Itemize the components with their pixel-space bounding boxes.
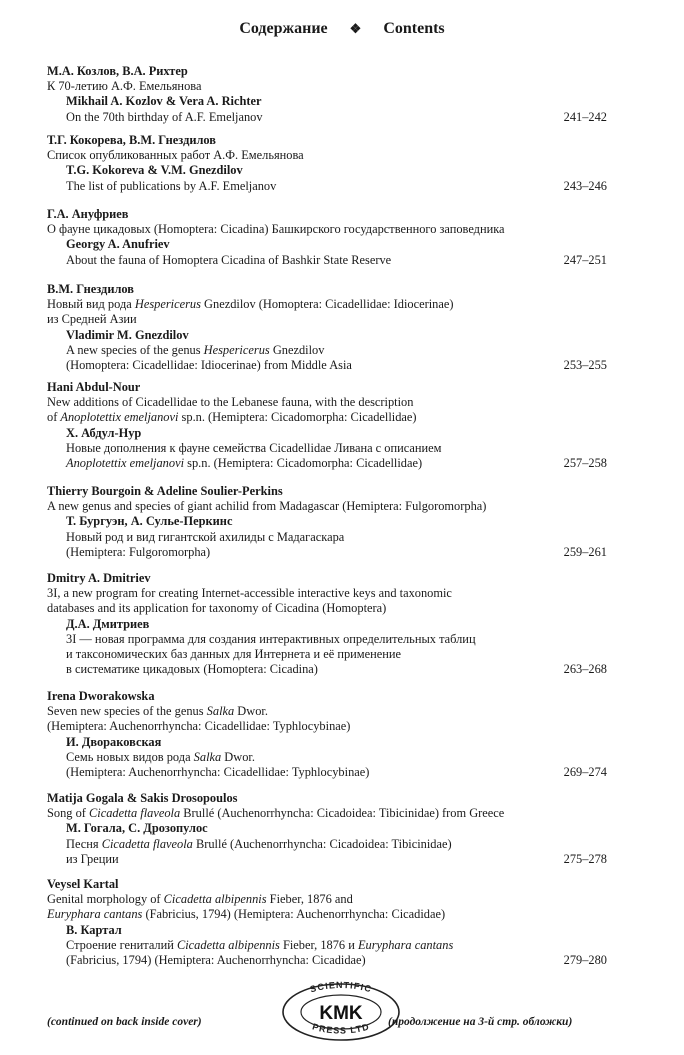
entry-alt-title-line: The list of publications by A.F. Emeljanov (66, 178, 277, 193)
entry-alt-title-line: (Hemiptera: Fulgoromorpha) (66, 544, 211, 559)
entry-alt-title-line: в систематике цикадовых (Homoptera: Cicadina) (66, 662, 318, 677)
svg-text:SCIENTIFIC (309, 980, 373, 994)
entry-alt-title-line: (Hemiptera: Auchenorrhyncha: Cicadellidae: Typhlocybinae) (66, 765, 370, 780)
entry-alt-authors: И. Дворaковская (66, 734, 162, 749)
entry-page-range: 241–242 (563, 109, 607, 124)
entry-title-line: Список опубликованных работ А.Ф. Емельянова (47, 148, 304, 163)
seal-bottom-text: PRESS LTD (311, 1021, 371, 1036)
entry-title-line: из Средней Азии (47, 312, 137, 327)
entry-page-range: 279–280 (563, 953, 607, 968)
toc-entry (47, 484, 607, 560)
entry-alt-title-line: (Homoptera: Cicadellidae: Idiocerinae) from Middle Asia (66, 358, 352, 373)
entry-alt-title-line: Новый род и вид гигантской ахилиды с Мадагаскара (66, 529, 345, 544)
entry-alt-title-line: Песня Cicadetta flaveola Brullé (Auchenorrhyncha: Cicadoidea: Tibicinidae) (66, 836, 452, 851)
entry-authors: Matija Gogala & Sakis Drosopoulos (47, 791, 238, 805)
entry-alt-title-line: On the 70th birthday of A.F. Emeljanov (66, 109, 263, 124)
seal-logo-text: KMK (319, 1003, 363, 1024)
entry-title-line: A new genus and species of giant achilid from Madagascar (Hemiptera: Fulgoromorpha) (47, 499, 487, 514)
entry-alt-authors: Д.А. Дмитриев (66, 616, 150, 631)
entry-authors: Г.А. Ануфриев (47, 207, 129, 221)
entry-page-range: 243–246 (563, 178, 607, 193)
entry-title-line: databases and its application for taxonomy of Cicadina (Homoptera) (47, 601, 387, 616)
entry-page-range: 247–251 (563, 252, 607, 267)
entry-alt-title-line: и таксономических баз данных для Интернета и её применение (66, 647, 402, 662)
toc-entry (47, 64, 607, 125)
entry-page-range: 263–268 (563, 662, 607, 677)
entry-page-range: 257–258 (563, 456, 607, 471)
seal-top-text: SCIENTIFIC (308, 980, 374, 995)
toc-entry (47, 877, 607, 968)
entry-page-range: 259–261 (563, 544, 607, 559)
page-header (0, 20, 684, 38)
entry-authors: Veysel Kartal (47, 877, 119, 891)
entry-page-range: 275–278 (563, 851, 607, 866)
entry-authors: М.А. Козлов, В.А. Рихтер (47, 64, 188, 78)
footer-continued-russian: (продолжение на 3-й стр. обложки) (388, 1016, 573, 1028)
entry-alt-title-line: (Fabricius, 1794) (Hemiptera: Auchenorrhyncha: Cicadidae) (66, 953, 366, 968)
entry-title-line: (Hemiptera: Auchenorrhyncha: Cicadellidae: Typhlocybinae) (47, 719, 351, 734)
entry-authors: Irena Dworakowska (47, 689, 155, 703)
entry-title-line: Новый вид рода Hespericerus Gnezdilov (Homoptera: Cicadellidae: Idiocerinae) (47, 297, 454, 312)
entry-authors: В.М. Гнездилов (47, 282, 134, 296)
entry-title-line: Song of Cicadetta flaveola Brullé (Auchenorrhyncha: Cicadoidea: Tibicinidae) from Greece (47, 806, 505, 821)
entry-alt-authors: Mikhail A. Kozlov & Vera A. Richter (66, 94, 262, 109)
entry-authors: Dmitry A. Dmitriev (47, 571, 151, 585)
toc-entry (47, 133, 607, 194)
entry-title-line: Seven new species of the genus Salka Dwor. (47, 704, 268, 719)
entry-alt-title-line: About the fauna of Homoptera Cicadina of Bashkir State Reserve (66, 252, 392, 267)
entry-title-line: К 70-летию А.Ф. Емельянова (47, 79, 202, 94)
entry-alt-authors: Х. Абдул-Нур (66, 425, 142, 440)
header-separator-icon: ❖ (349, 21, 362, 36)
header-title-english: Contents (383, 20, 445, 37)
footer-continued-english: (continued on back inside cover) (47, 1016, 202, 1028)
entry-alt-authors: В. Картал (66, 922, 122, 937)
entry-alt-title-line: A new species of the genus Hespericerus Gnezdilov (66, 342, 325, 357)
entry-alt-title-line: 3I — новая программа для создания интерактивных определительных таблиц (66, 631, 476, 646)
entry-authors: Т.Г. Кокорева, В.М. Гнездилов (47, 133, 217, 147)
toc-entry (47, 571, 607, 677)
entry-alt-title-line: Строение гениталий Cicadetta albipennis Fieber, 1876 и Euryphara cantans (66, 937, 454, 952)
entry-page-range: 269–274 (563, 765, 607, 780)
entry-authors: Hani Abdul-Nour (47, 380, 141, 394)
toc-entry (47, 380, 607, 471)
entry-alt-title-line: Anoplotettix emeljanovi sp.n. (Hemiptera: Cicadomorpha: Cicadellidae) (66, 456, 423, 471)
toc-entry (47, 207, 607, 268)
entry-authors: Thierry Bourgoin & Adeline Soulier-Perkins (47, 484, 283, 498)
header-title-russian: Содержание (239, 20, 328, 37)
entry-alt-authors: Т. Бургуэн, А. Сулье-Перкинс (66, 514, 233, 529)
publisher-seal (256, 980, 426, 1044)
toc-entry (47, 689, 607, 780)
entry-alt-authors: Georgy A. Anufriev (66, 237, 170, 252)
entry-alt-authors: Vladimir M. Gnezdilov (66, 327, 189, 342)
entry-alt-title-line: Новые дополнения к фауне семейства Cicadellidae Ливана с описанием (66, 440, 442, 455)
entry-page-range: 253–255 (563, 358, 607, 373)
entry-title-line: 3I, a new program for creating Internet-accessible interactive keys and taxonomic (47, 586, 452, 601)
entry-alt-authors: М. Гогала, С. Дрозопулос (66, 821, 208, 836)
entry-title-line: New additions of Cicadellidae to the Lebanese fauna, with the description (47, 395, 414, 410)
toc-entry (47, 791, 607, 867)
entry-title-line: Euryphara cantans (Fabricius, 1794) (Hemiptera: Auchenorrhyncha: Cicadidae) (47, 907, 446, 922)
entry-alt-authors: T.G. Kokoreva & V.M. Gnezdilov (66, 163, 243, 178)
entry-title-line: Genital morphology of Cicadetta albipennis Fieber, 1876 and (47, 892, 353, 907)
entry-alt-title-line: Семь новых видов рода Salka Dwor. (66, 749, 255, 764)
toc-entry (47, 282, 607, 373)
entry-alt-title-line: из Греции (66, 851, 119, 866)
entry-title-line: of Anoplotettix emeljanovi sp.n. (Hemiptera: Cicadomorpha: Cicadellidae) (47, 410, 417, 425)
entry-title-line: О фауне цикадовых (Homoptera: Cicadina) Башкирского государственного заповедника (47, 222, 505, 237)
